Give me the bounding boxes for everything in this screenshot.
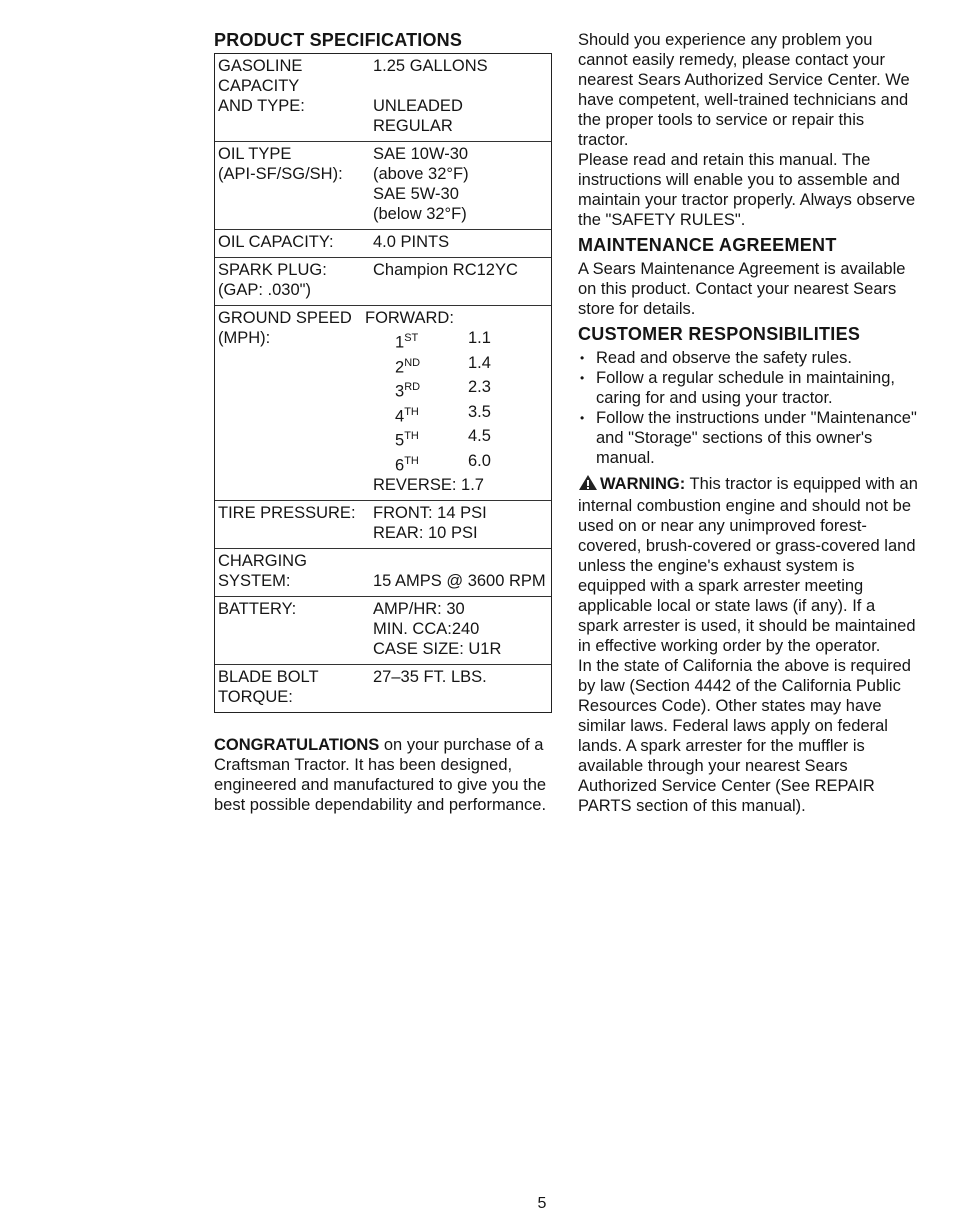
gear-row: [373, 426, 551, 451]
maintenance-text: A Sears Maintenance Agreement is available on this product. Contact your nearest Sears store for details.: [578, 260, 906, 318]
spec-row-battery: [215, 597, 551, 665]
list-item: • Follow the instructions under "Maintenance" and "Storage" sections of this owner's manual.: [578, 408, 918, 468]
gear-number: 1: [395, 333, 405, 352]
gear-name: [373, 451, 468, 476]
responsibilities-list: [578, 348, 918, 468]
maintenance-heading: MAINTENANCE AGREEMENT: [578, 235, 837, 255]
specifications-table: [214, 53, 552, 713]
gear-suffix: ND: [404, 356, 421, 369]
gear-speed: 4.5: [468, 427, 491, 445]
left-column: [214, 30, 556, 815]
spec-row-spark-plug: [215, 258, 551, 306]
spec-value: 15 AMPS @ 3600 RPM: [373, 572, 546, 590]
spec-value: 1.25 GALLONS UNLEADED REGULAR: [373, 57, 488, 135]
gear-suffix: TH: [404, 405, 419, 418]
page-number: 5: [537, 1195, 547, 1212]
california-paragraph: In the state of California the above is required by law (Section 4442 of the California Public Resources Code). Other states may have similar laws. Federal laws apply on federal lands. A spark arrester for the muffler is available through your nearest Sears Authorized Service Center (See REPAIR PARTS section of this manual).: [578, 657, 911, 815]
spec-value: FRONT: 14 PSI REAR: 10 PSI: [373, 504, 487, 542]
service-paragraph: Should you experience any problem you cannot easily remedy, please contact your nearest Sears Authorized Service Center. We have competent, well-trained technicians and the proper tools to service or repair this tractor.: [578, 31, 910, 149]
list-item: • Follow a regular schedule in maintaining, caring for and using your tractor.: [578, 368, 918, 408]
right-column: [578, 30, 918, 816]
gear-suffix: ST: [404, 332, 419, 344]
spec-value: Champion RC12YC: [373, 261, 518, 279]
gear-name: [373, 426, 468, 451]
spec-row-blade-bolt: [215, 665, 551, 712]
spec-label: GROUND SPEED (MPH):: [218, 309, 352, 347]
gear-row: [373, 353, 551, 378]
gear-suffix: RD: [404, 381, 421, 393]
spec-value: 4.0 PINTS: [373, 233, 450, 251]
gear-number: 2: [395, 358, 405, 376]
gear-number: 4: [395, 407, 405, 425]
spec-row-gasoline: [215, 54, 551, 142]
spec-label: TIRE PRESSURE:: [218, 504, 356, 522]
spec-label: GASOLINE CAPACITY AND TYPE:: [218, 57, 305, 115]
warning-text: This tractor is equipped with an internal combustion engine and should not be used on or near any unimproved forest-covered, brush-covered or grass-covered land unless the engine's exhaust system is equipped with a spark arrester meeting applicable local or state laws (if any). If a spark arrester is used, it should be maintained in effective working order by the operator.: [578, 475, 918, 655]
spec-label: OIL TYPE (API-SF/SG/SH):: [218, 145, 343, 183]
spec-value: SAE 10W-30 (above 32°F) SAE 5W-30 (below 32°F): [373, 145, 469, 223]
congratulations-paragraph: [214, 735, 556, 815]
spec-row-tire-pressure: [215, 501, 551, 549]
gear-speed: 1.1: [468, 329, 491, 347]
gear-suffix: TH: [404, 430, 419, 442]
gear-number: 3: [395, 382, 405, 401]
warning-paragraph: [578, 474, 918, 656]
forward-label: FORWARD:: [365, 309, 454, 327]
gear-speed: 3.5: [468, 402, 491, 421]
gear-table: [365, 308, 551, 495]
gear-name: [373, 328, 468, 353]
gear-speed: 1.4: [468, 353, 491, 372]
spec-row-ground-speed: [215, 306, 551, 501]
warning-label: WARNING:: [600, 475, 686, 493]
spec-label: CHARGING SYSTEM:: [218, 552, 307, 590]
gear-speed: 2.3: [468, 378, 491, 396]
spec-label: BLADE BOLT TORQUE:: [218, 668, 319, 706]
manual-paragraph: Please read and retain this manual. The instructions will enable you to assemble and maintain your tractor properly. Always observe the "SAFETY RULES".: [578, 151, 916, 229]
spec-row-charging: [215, 549, 551, 597]
gear-number: 6: [395, 456, 405, 474]
reverse-speed: REVERSE: 1.7: [373, 476, 484, 494]
spec-row-oil-type: [215, 142, 551, 230]
gear-row: [373, 402, 551, 427]
gear-row: [373, 377, 551, 402]
gear-name: [373, 353, 468, 378]
gear-name: [373, 377, 468, 402]
congratulations-text: on your purchase of a Craftsman Tractor. It has been designed, engineered and manufactured to give you the best possible dependability and performance.: [214, 736, 547, 814]
gear-speed: 6.0: [468, 451, 491, 470]
responsibilities-heading: CUSTOMER RESPONSIBILITIES: [578, 324, 861, 344]
spec-value: 27–35 FT. LBS.: [373, 668, 487, 686]
gear-row: [373, 328, 551, 353]
congratulations-lead: CONGRATULATIONS: [214, 736, 380, 754]
warning-triangle-icon: [578, 474, 598, 496]
spec-value: AMP/HR: 30 MIN. CCA:240 CASE SIZE: U1R: [373, 600, 502, 658]
spec-row-oil-capacity: [215, 230, 551, 258]
list-item: • Read and observe the safety rules.: [578, 348, 918, 368]
spec-label: SPARK PLUG: (GAP: .030"): [218, 261, 327, 299]
gear-number: 5: [395, 431, 405, 450]
gear-suffix: TH: [404, 454, 419, 467]
spec-label: BATTERY:: [218, 600, 297, 618]
specifications-title: PRODUCT SPECIFICATIONS: [214, 30, 463, 50]
spec-label: OIL CAPACITY:: [218, 233, 334, 251]
gear-name: [373, 402, 468, 427]
gear-row: [373, 451, 551, 476]
